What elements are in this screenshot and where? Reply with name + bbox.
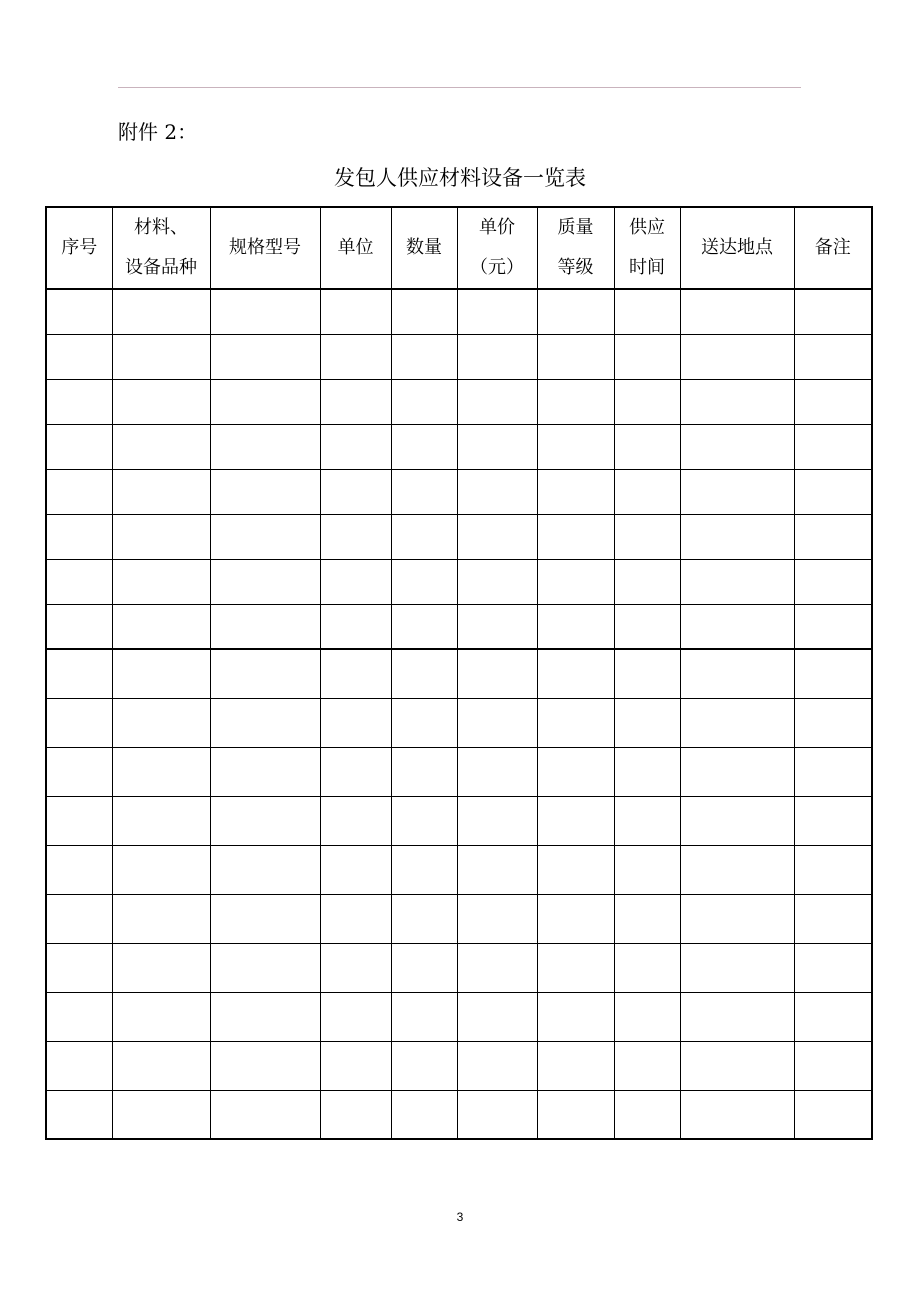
col-header-remarks: 备注 [794, 207, 872, 289]
table-cell [320, 334, 391, 379]
col-header-index: 序号 [46, 207, 112, 289]
table-cell [537, 514, 614, 559]
page-number: 3 [456, 1210, 464, 1224]
table-row [46, 894, 872, 943]
table-cell [46, 1041, 112, 1090]
table-cell [457, 424, 537, 469]
table-cell [680, 992, 794, 1041]
table-cell [680, 845, 794, 894]
table-cell [112, 943, 210, 992]
table-cell [457, 604, 537, 649]
table-cell [46, 649, 112, 698]
table-cell [320, 514, 391, 559]
table-cell [614, 424, 680, 469]
table-cell [614, 943, 680, 992]
table-cell [794, 469, 872, 514]
table-row [46, 334, 872, 379]
table-cell [457, 559, 537, 604]
table-cell [112, 992, 210, 1041]
table-cell [537, 649, 614, 698]
table-row [46, 289, 872, 334]
table-cell [391, 992, 457, 1041]
table-cell [46, 514, 112, 559]
table-cell [210, 747, 320, 796]
table-cell [457, 1041, 537, 1090]
table-cell [537, 992, 614, 1041]
table-cell [210, 992, 320, 1041]
table-cell [537, 289, 614, 334]
supply-table [45, 206, 873, 1140]
table-row [46, 845, 872, 894]
attachment-label: 附件 2： [118, 120, 198, 144]
table-cell [210, 845, 320, 894]
table-cell [614, 514, 680, 559]
table-cell [112, 1090, 210, 1139]
table-cell [537, 845, 614, 894]
table-cell [614, 992, 680, 1041]
table-cell [391, 698, 457, 747]
table-cell [457, 649, 537, 698]
table-cell [537, 424, 614, 469]
table-cell [210, 559, 320, 604]
table-cell [457, 747, 537, 796]
table-row [46, 943, 872, 992]
table-cell [210, 796, 320, 845]
table-cell [46, 289, 112, 334]
table-cell [210, 424, 320, 469]
table-cell [391, 1041, 457, 1090]
table-cell [614, 559, 680, 604]
table-row [46, 992, 872, 1041]
table-cell [680, 698, 794, 747]
table-cell [320, 604, 391, 649]
table-cell [794, 698, 872, 747]
table-row [46, 514, 872, 559]
table-cell [210, 469, 320, 514]
table-cell [46, 943, 112, 992]
table-cell [537, 698, 614, 747]
table-cell [112, 559, 210, 604]
table-cell [391, 747, 457, 796]
table-cell [210, 514, 320, 559]
table-cell [457, 379, 537, 424]
table-cell [614, 747, 680, 796]
table-cell [391, 559, 457, 604]
table-row [46, 469, 872, 514]
col-header-location: 送达地点 [680, 207, 794, 289]
table-cell [794, 1041, 872, 1090]
table-cell [457, 1090, 537, 1139]
table-cell [46, 698, 112, 747]
col-header-grade: 质量 等级 [537, 207, 614, 289]
table-row [46, 1090, 872, 1139]
table-cell [680, 1090, 794, 1139]
table-cell [46, 845, 112, 894]
table-cell [457, 796, 537, 845]
table-cell [457, 894, 537, 943]
table-cell [614, 698, 680, 747]
table-cell [614, 289, 680, 334]
table-cell [320, 992, 391, 1041]
table-cell [391, 894, 457, 943]
table-cell [210, 894, 320, 943]
table-cell [537, 559, 614, 604]
table-cell [320, 943, 391, 992]
table-cell [320, 424, 391, 469]
col-header-price: 单价 （元） [457, 207, 537, 289]
table-cell [391, 604, 457, 649]
table-cell [112, 747, 210, 796]
table-cell [457, 845, 537, 894]
table-cell [614, 1041, 680, 1090]
table-cell [46, 424, 112, 469]
table-cell [457, 469, 537, 514]
table-row [46, 1041, 872, 1090]
table-cell [391, 1090, 457, 1139]
table-row [46, 379, 872, 424]
table-cell [794, 514, 872, 559]
table-cell [112, 698, 210, 747]
table-row [46, 559, 872, 604]
table-cell [391, 289, 457, 334]
table-cell [112, 289, 210, 334]
table-cell [680, 649, 794, 698]
table-cell [46, 334, 112, 379]
table-cell [112, 334, 210, 379]
table-cell [794, 559, 872, 604]
table-cell [112, 1041, 210, 1090]
table-cell [794, 649, 872, 698]
table-cell [210, 943, 320, 992]
table-cell [320, 1041, 391, 1090]
table-cell [320, 1090, 391, 1139]
table-cell [614, 796, 680, 845]
table-cell [210, 698, 320, 747]
table-cell [391, 424, 457, 469]
table-cell [46, 559, 112, 604]
table-cell [614, 469, 680, 514]
table-cell [391, 334, 457, 379]
table-cell [320, 698, 391, 747]
table-cell [391, 649, 457, 698]
table-cell [794, 1090, 872, 1139]
table-cell [614, 334, 680, 379]
table-cell [320, 894, 391, 943]
table-cell [614, 1090, 680, 1139]
table-cell [680, 747, 794, 796]
table-cell [614, 604, 680, 649]
table-cell [537, 469, 614, 514]
table-cell [680, 289, 794, 334]
table-cell [680, 604, 794, 649]
table-cell [537, 1090, 614, 1139]
table-cell [320, 379, 391, 424]
table-row [46, 698, 872, 747]
table-cell [46, 469, 112, 514]
table-cell [794, 943, 872, 992]
table-cell [680, 469, 794, 514]
table-cell [794, 289, 872, 334]
table-row [46, 796, 872, 845]
table-cell [320, 289, 391, 334]
table-cell [112, 894, 210, 943]
table-cell [457, 334, 537, 379]
table-cell [112, 514, 210, 559]
col-header-material: 材料、 设备品种 [112, 207, 210, 289]
table-cell [46, 604, 112, 649]
table-cell [320, 747, 391, 796]
table-cell [112, 649, 210, 698]
table-cell [112, 424, 210, 469]
col-header-unit: 单位 [320, 207, 391, 289]
table-cell [210, 379, 320, 424]
table-cell [537, 894, 614, 943]
table-cell [537, 1041, 614, 1090]
table-cell [614, 379, 680, 424]
col-header-time: 供应 时间 [614, 207, 680, 289]
table-cell [680, 796, 794, 845]
table-cell [537, 747, 614, 796]
table-cell [794, 796, 872, 845]
table-cell [46, 1090, 112, 1139]
table-cell [112, 469, 210, 514]
table-cell [391, 943, 457, 992]
table-cell [794, 379, 872, 424]
table-cell [112, 379, 210, 424]
table-cell [46, 796, 112, 845]
table-cell [537, 604, 614, 649]
table-cell [614, 894, 680, 943]
table-cell [794, 992, 872, 1041]
table-cell [680, 424, 794, 469]
header-row [46, 207, 872, 289]
table-cell [320, 649, 391, 698]
table-cell [680, 894, 794, 943]
table-cell [794, 845, 872, 894]
table-cell [112, 604, 210, 649]
table-cell [457, 289, 537, 334]
table-cell [391, 379, 457, 424]
table-cell [680, 559, 794, 604]
table-cell [391, 796, 457, 845]
table-cell [457, 514, 537, 559]
table-cell [210, 1041, 320, 1090]
table-cell [457, 698, 537, 747]
table-cell [46, 894, 112, 943]
col-header-quantity: 数量 [391, 207, 457, 289]
table-cell [391, 845, 457, 894]
table-cell [320, 845, 391, 894]
table-cell [680, 1041, 794, 1090]
col-header-spec: 规格型号 [210, 207, 320, 289]
table-title: 发包人供应材料设备一览表 [334, 166, 586, 190]
table-cell [537, 796, 614, 845]
table-cell [680, 943, 794, 992]
table-cell [614, 845, 680, 894]
table-cell [794, 334, 872, 379]
table-cell [210, 649, 320, 698]
table-row [46, 747, 872, 796]
table-cell [537, 943, 614, 992]
table-cell [614, 649, 680, 698]
table-cell [46, 992, 112, 1041]
table-cell [457, 992, 537, 1041]
table-row [46, 424, 872, 469]
table-cell [457, 943, 537, 992]
table-row [46, 604, 872, 649]
table-row [46, 649, 872, 698]
table-cell [391, 469, 457, 514]
table-cell [210, 1090, 320, 1139]
table-cell [391, 514, 457, 559]
table-cell [46, 379, 112, 424]
table-cell [320, 469, 391, 514]
table-cell [794, 424, 872, 469]
table-cell [680, 379, 794, 424]
table-cell [320, 796, 391, 845]
table-cell [210, 604, 320, 649]
header-rule [118, 87, 801, 88]
table-cell [680, 334, 794, 379]
table-cell [210, 289, 320, 334]
table-cell [794, 894, 872, 943]
table-cell [537, 334, 614, 379]
table-cell [320, 559, 391, 604]
table-cell [794, 747, 872, 796]
table-cell [210, 334, 320, 379]
table-cell [46, 747, 112, 796]
table-cell [680, 514, 794, 559]
table-cell [112, 796, 210, 845]
table-cell [537, 379, 614, 424]
table-cell [112, 845, 210, 894]
table-cell [794, 604, 872, 649]
